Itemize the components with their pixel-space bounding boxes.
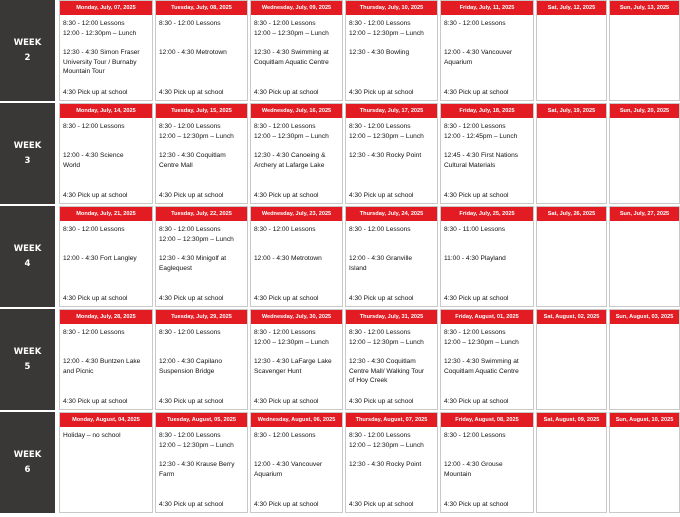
pickup-line: 4:30 Pick up at school <box>254 89 319 96</box>
schedule-activity-line: Centre Mall <box>159 161 193 169</box>
schedule-morning-line: 8:30 - 12:00 Lessons <box>63 123 125 130</box>
schedule-morning-line: 8:30 - 12:00 Lessons <box>444 123 506 130</box>
schedule-morning-line: 8:30 - 12:00 Lessons <box>349 329 411 336</box>
day-header: Tuesday, July, 29, 2025 <box>156 310 247 324</box>
day-header: Monday, July, 28, 2025 <box>60 310 152 324</box>
schedule-morning-line: 8:30 - 12:00 Lessons <box>444 329 506 336</box>
schedule-activity-line: 12:30 - 4:30 Minigolf at <box>159 255 227 262</box>
schedule-activity-line: 12:00 - 4:30 Capilano <box>159 358 223 365</box>
day-cell <box>155 412 248 513</box>
schedule-morning-line: 8:30 - 12:00 Lessons <box>63 20 125 27</box>
day-header: Tuesday, July, 08, 2025 <box>156 1 247 15</box>
schedule-activity-line: Coquitlam Aquatic Centre <box>254 58 329 66</box>
schedule-morning-line: 8:30 - 12:00 Lessons <box>159 432 221 439</box>
day-header: Sat, August, 02, 2025 <box>537 310 606 324</box>
day-header: Monday, August, 04, 2025 <box>60 413 152 427</box>
pickup-line: 4:30 Pick up at school <box>444 501 509 508</box>
schedule-morning-line: 8:30 - 12:00 Lessons <box>63 226 125 233</box>
pickup-line: 4:30 Pick up at school <box>444 295 509 302</box>
day-header: Sat, July, 12, 2025 <box>537 1 606 15</box>
pickup-line: 4:30 Pick up at school <box>159 89 224 96</box>
schedule-morning-line: 8:30 - 12:00 Lessons <box>349 123 411 130</box>
day-cell <box>440 103 534 204</box>
schedule-activity-line: World <box>63 161 81 169</box>
day-header: Friday, August, 08, 2025 <box>441 413 533 427</box>
day-cell <box>250 206 343 307</box>
week-number: 6 <box>24 464 31 475</box>
day-header: Tuesday, July, 22, 2025 <box>156 207 247 221</box>
schedule-morning-line: 12:00 – 12:30pm – Lunch <box>349 29 424 37</box>
pickup-line: 4:30 Pick up at school <box>63 89 128 96</box>
schedule-morning-line: 12:00 – 12:30pm – Lunch <box>254 338 329 346</box>
pickup-line: 4:30 Pick up at school <box>159 501 224 508</box>
schedule-morning-line: 12:00 – 12:30pm – Lunch <box>349 338 424 346</box>
schedule-activity-line: Farm <box>159 470 175 478</box>
schedule-morning-line: 8:30 - 12:00 Lessons <box>349 20 411 27</box>
pickup-line: 4:30 Pick up at school <box>444 398 509 405</box>
day-cell <box>609 412 680 513</box>
schedule-activity-line: Centre Mall/ Walking Tour <box>349 367 425 375</box>
schedule-activity-line: 12:30 - 4:30 Canoeing & <box>254 152 326 159</box>
day-cell <box>440 412 534 513</box>
week-number: 5 <box>24 361 31 372</box>
schedule-activity-line: 12:00 - 4:30 Metrotown <box>159 49 227 56</box>
schedule-activity-line: Suspension Bridge <box>159 367 215 375</box>
day-cell <box>440 0 534 101</box>
schedule-morning-line: 12:00 – 12:30pm – Lunch <box>159 132 234 140</box>
schedule-morning-line: 12:00 - 12:45pm – Lunch <box>444 132 518 140</box>
schedule-activity-line: 12:30 - 4:30 Bowling <box>349 49 410 56</box>
day-cell <box>59 412 153 513</box>
schedule-morning-line: Holiday – no school <box>63 432 121 439</box>
schedule-activity-line: Aquarium <box>254 470 283 478</box>
pickup-line: 4:30 Pick up at school <box>63 192 128 199</box>
pickup-line: 4:30 Pick up at school <box>63 398 128 405</box>
week-number: 2 <box>24 52 31 63</box>
pickup-line: 4:30 Pick up at school <box>444 89 509 96</box>
day-header: Thursday, July, 10, 2025 <box>346 1 437 15</box>
schedule-morning-line: 8:30 - 12:00 Lessons <box>159 123 221 130</box>
schedule-activity-line: University Tour / Burnaby <box>63 58 137 66</box>
pickup-line: 4:30 Pick up at school <box>159 192 224 199</box>
schedule-morning-line: 8:30 - 12:00 Lessons <box>254 20 316 27</box>
day-cell <box>59 103 153 204</box>
day-header: Monday, July, 07, 2025 <box>60 1 152 15</box>
day-header: Thursday, July, 17, 2025 <box>346 104 437 118</box>
schedule-morning-line: 8:30 - 12:00 Lessons <box>444 432 506 439</box>
week-label-word: WEEK <box>13 449 42 460</box>
day-header: Thursday, July, 31, 2025 <box>346 310 437 324</box>
day-cell <box>155 309 248 410</box>
day-header: Sun, July, 20, 2025 <box>610 104 679 118</box>
schedule-activity-line: 12:00 - 4:30 Vancouver <box>444 49 513 56</box>
schedule-morning-line: 12:00 - 12:30pm – Lunch <box>63 29 137 37</box>
week-label-word: WEEK <box>13 346 42 357</box>
day-cell <box>345 0 438 101</box>
schedule-activity-line: 12:00 - 4:30 Buntzen Lake <box>63 358 141 365</box>
pickup-line: 4:30 Pick up at school <box>349 89 414 96</box>
day-header: Wednesday, July, 16, 2025 <box>251 104 342 118</box>
schedule-activity-line: Mountain <box>444 470 472 478</box>
schedule-morning-line: 12:00 – 12:30pm – Lunch <box>349 441 424 449</box>
schedule-morning-line: 8:30 - 12:00 Lessons <box>254 329 316 336</box>
day-cell <box>536 0 607 101</box>
schedule-morning-line: 8:30 - 12:00 Lessons <box>159 329 221 336</box>
schedule-morning-line: 8:30 - 12:00 Lessons <box>349 432 411 439</box>
day-cell <box>155 0 248 101</box>
pickup-line: 4:30 Pick up at school <box>159 398 224 405</box>
week-label-word: WEEK <box>13 37 42 48</box>
schedule-morning-line: 12:00 – 12:30pm – Lunch <box>159 235 234 243</box>
day-cell <box>345 206 438 307</box>
day-cell <box>59 309 153 410</box>
day-cell <box>155 206 248 307</box>
day-cell <box>609 103 680 204</box>
schedule-activity-line: 12:00 - 4:30 Science <box>63 152 124 159</box>
pickup-line: 4:30 Pick up at school <box>254 295 319 302</box>
pickup-line: 4:30 Pick up at school <box>349 192 414 199</box>
day-header: Monday, July, 21, 2025 <box>60 207 152 221</box>
schedule-morning-line: 8:30 - 11:00 Lessons <box>444 226 506 233</box>
week-label <box>0 206 55 307</box>
pickup-line: 4:30 Pick up at school <box>159 295 224 302</box>
schedule-activity-line: 12:30 - 4:30 Krause Berry <box>159 461 235 468</box>
day-cell <box>536 412 607 513</box>
schedule-activity-line: 12:00 - 4:30 Fort Langley <box>63 255 137 262</box>
schedule-activity-line: 12:00 - 4:30 Granville <box>349 255 413 262</box>
day-cell <box>609 206 680 307</box>
day-header: Friday, July, 11, 2025 <box>441 1 533 15</box>
schedule-morning-line: 8:30 - 12:00 Lessons <box>159 20 221 27</box>
schedule-activity-line: Aquarium <box>444 58 473 66</box>
day-header: Tuesday, July, 15, 2025 <box>156 104 247 118</box>
day-header: Friday, July, 18, 2025 <box>441 104 533 118</box>
day-header: Tuesday, August, 05, 2025 <box>156 413 247 427</box>
day-cell <box>155 103 248 204</box>
day-cell <box>536 309 607 410</box>
schedule-activity-line: 12:30 - 4:30 Swimming at <box>254 49 329 56</box>
day-header: Friday, August, 01, 2025 <box>441 310 533 324</box>
schedule-activity-line: 12:30 - 4:30 Rocky Point <box>349 461 422 468</box>
day-header: Wednesday, July, 09, 2025 <box>251 1 342 15</box>
schedule-activity-line: Coquitlam Aquatic Centre <box>444 367 519 375</box>
pickup-line: 4:30 Pick up at school <box>254 501 319 508</box>
day-cell <box>609 0 680 101</box>
schedule-activity-line: 12:00 - 4:30 Vancouver <box>254 461 323 468</box>
day-cell <box>59 0 153 101</box>
day-cell <box>250 412 343 513</box>
day-cell <box>536 206 607 307</box>
schedule-morning-line: 12:00 – 12:30pm – Lunch <box>444 338 519 346</box>
pickup-line: 4:30 Pick up at school <box>254 192 319 199</box>
schedule-morning-line: 8:30 - 12:00 Lessons <box>349 226 411 233</box>
day-header: Wednesday, July, 23, 2025 <box>251 207 342 221</box>
schedule-morning-line: 8:30 - 12:00 Lessons <box>254 123 316 130</box>
schedule-activity-line: and Picnic <box>63 367 94 375</box>
day-header: Sat, July, 26, 2025 <box>537 207 606 221</box>
schedule-activity-line: 12:30 - 4:30 Rocky Point <box>349 152 422 159</box>
day-header: Sun, July, 13, 2025 <box>610 1 679 15</box>
schedule-activity-line: 12:45 - 4:30 First Nations <box>444 152 519 159</box>
schedule-activity-line: of Hoy Creek <box>349 377 388 384</box>
day-header: Sat, August, 09, 2025 <box>537 413 606 427</box>
day-header: Thursday, July, 24, 2025 <box>346 207 437 221</box>
day-cell <box>250 0 343 101</box>
week-number: 3 <box>24 155 31 166</box>
day-header: Wednesday, July, 30, 2025 <box>251 310 342 324</box>
schedule-morning-line: 8:30 - 12:00 Lessons <box>444 20 506 27</box>
pickup-line: 4:30 Pick up at school <box>444 192 509 199</box>
day-header: Wednesday, August, 06, 2025 <box>251 413 342 427</box>
day-header: Sun, August, 10, 2025 <box>610 413 679 427</box>
schedule-morning-line: 12:00 – 12:30pm – Lunch <box>254 132 329 140</box>
week-label <box>0 0 55 101</box>
schedule-morning-line: 12:00 – 12:30pm – Lunch <box>349 132 424 140</box>
pickup-line: 4:30 Pick up at school <box>349 501 414 508</box>
day-header: Sat, July, 19, 2025 <box>537 104 606 118</box>
schedule-morning-line: 8:30 - 12:00 Lessons <box>63 329 125 336</box>
day-header: Monday, July, 14, 2025 <box>60 104 152 118</box>
week-label-word: WEEK <box>13 243 42 254</box>
day-cell <box>440 309 534 410</box>
day-header: Friday, July, 25, 2025 <box>441 207 533 221</box>
schedule-morning-line: 8:30 - 12:00 Lessons <box>254 432 316 439</box>
pickup-line: 4:30 Pick up at school <box>349 398 414 405</box>
schedule-activity-line: Eaglequest <box>159 264 192 272</box>
day-cell <box>609 309 680 410</box>
schedule-activity-line: 12:30 - 4:30 Swimming at <box>444 358 519 365</box>
schedule-activity-line: 12:30 - 4:30 LaFarge Lake <box>254 358 332 365</box>
schedule-activity-line: 12:30 - 4:30 Coquitlam <box>349 358 416 365</box>
day-cell <box>345 103 438 204</box>
day-cell <box>345 412 438 513</box>
day-cell <box>250 309 343 410</box>
schedule-morning-line: 12:00 – 12:30pm – Lunch <box>159 441 234 449</box>
schedule-morning-line: 8:30 - 12:00 Lessons <box>159 226 221 233</box>
schedule-activity-line: 11:00 - 4:30 Playland <box>444 255 506 262</box>
week-label-word: WEEK <box>13 140 42 151</box>
week-number: 4 <box>24 258 31 269</box>
pickup-line: 4:30 Pick up at school <box>254 398 319 405</box>
day-cell <box>536 103 607 204</box>
day-cell <box>345 309 438 410</box>
pickup-line: 4:30 Pick up at school <box>63 295 128 302</box>
schedule-activity-line: Mountain Tour <box>63 68 105 75</box>
schedule-activity-line: 12:30 - 4:30 Simon Fraser <box>63 49 140 56</box>
schedule-activity-line: Island <box>349 264 367 272</box>
schedule-activity-line: 12:00 - 4:30 Metrotown <box>254 255 322 262</box>
schedule-activity-line: 12:00 - 4:30 Grouse <box>444 461 503 468</box>
week-label <box>0 412 55 513</box>
schedule-morning-line: 8:30 - 12:00 Lessons <box>254 226 316 233</box>
day-header: Thursday, August, 07, 2025 <box>346 413 437 427</box>
schedule-activity-line: Cultural Materials <box>444 161 496 169</box>
schedule-morning-line: 12:00 – 12:30pm – Lunch <box>254 29 329 37</box>
week-label <box>0 309 55 410</box>
day-header: Sun, July, 27, 2025 <box>610 207 679 221</box>
day-cell <box>59 206 153 307</box>
week-label <box>0 103 55 204</box>
pickup-line: 4:30 Pick up at school <box>349 295 414 302</box>
day-cell <box>250 103 343 204</box>
day-header: Sun, August, 03, 2025 <box>610 310 679 324</box>
schedule-activity-line: 12:30 - 4:30 Coquitlam <box>159 152 226 159</box>
schedule-activity-line: Scavenger Hunt <box>254 367 302 375</box>
schedule-activity-line: Archery at Lafarge Lake <box>254 161 325 169</box>
day-cell <box>440 206 534 307</box>
